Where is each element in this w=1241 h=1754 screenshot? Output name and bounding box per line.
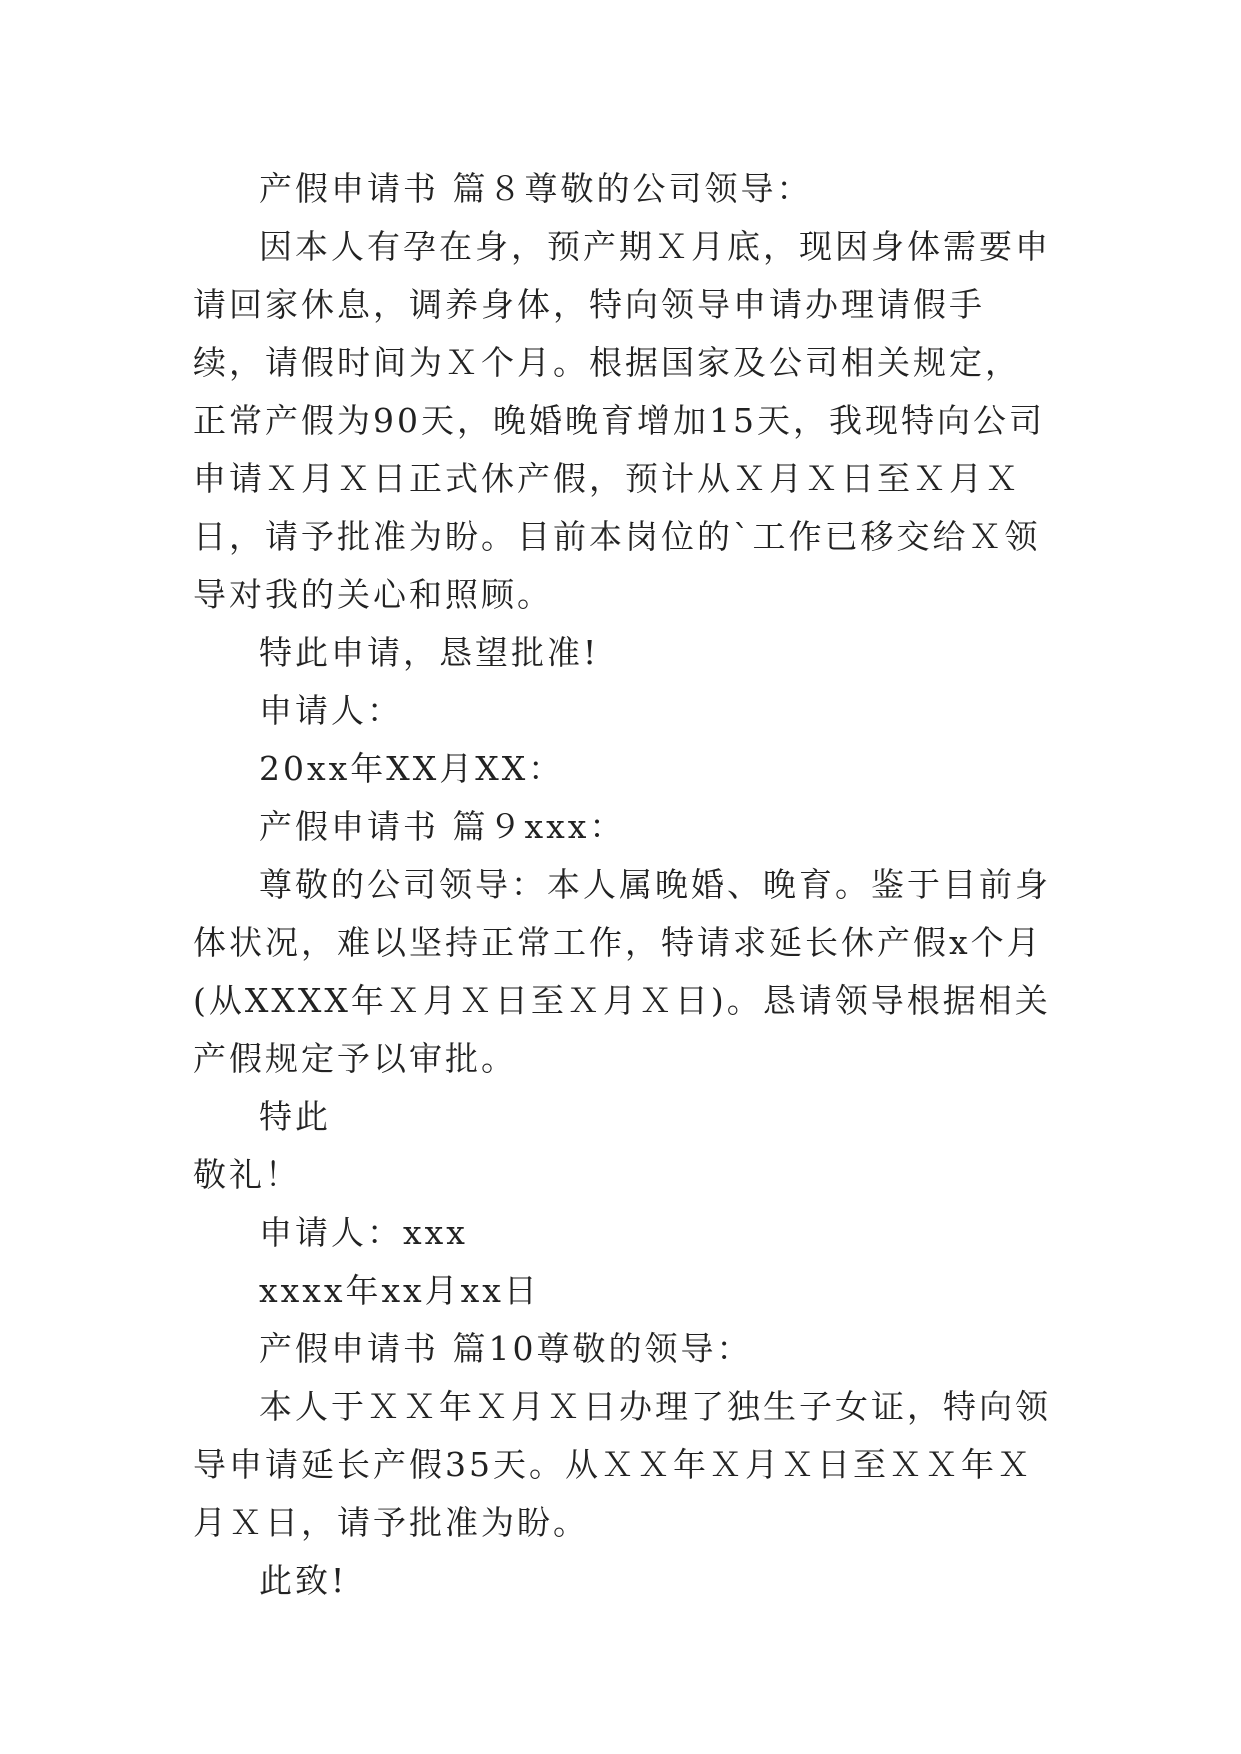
date-line-2: xxxx年xx月xx日 xyxy=(259,1271,540,1310)
heading-part-8: 产假申请书 篇８尊敬的公司领导： xyxy=(259,169,813,208)
document-body xyxy=(193,160,1053,1610)
salutation: 敬礼！ xyxy=(193,1155,301,1194)
body-paragraph-10: 本人于ＸＸ年Ｘ月Ｘ日办理了独生子女证，特向领导申请延长产假35天。从ＸＸ年Ｘ月Ｘ日至ＸＸ年Ｘ月Ｘ日，请予批准为盼。 xyxy=(193,1387,1051,1542)
body-paragraph-8: 因本人有孕在身，预产期Ｘ月底，现因身体需要申请回家休息，调养身体，特向领导申请办理请假手续，请假时间为Ｘ个月。根据国家及公司相关规定，正常产假为90天，晚婚晚育增加15天，我现特向公司申请Ｘ月Ｘ日正式休产假，预计从Ｘ月Ｘ日至Ｘ月Ｘ日，请予批准为盼。目前本岗位的`工作已移交给Ｘ领导对我的关心和照顾。 xyxy=(193,227,1051,614)
applicant-line: 申请人：xxx xyxy=(259,1213,468,1252)
closing-te-ci: 特此 xyxy=(259,1097,331,1136)
request-closing: 特此申请，恳望批准! xyxy=(259,633,600,672)
date-line: 20xx年XX月XX： xyxy=(259,749,565,788)
heading-part-10: 产假申请书 篇10尊敬的领导： xyxy=(259,1329,753,1368)
closing-ci-zhi: 此致! xyxy=(259,1561,348,1600)
applicant-label: 申请人： xyxy=(259,691,403,730)
heading-part-9: 产假申请书 篇９xxx： xyxy=(259,807,626,846)
body-paragraph-9: 尊敬的公司领导：本人属晚婚、晚育。鉴于目前身体状况，难以坚持正常工作，特请求延长休产假x个月(从XXXX年Ｘ月Ｘ日至Ｘ月Ｘ日)。恳请领导根据相关产假规定予以审批。 xyxy=(193,865,1051,1078)
